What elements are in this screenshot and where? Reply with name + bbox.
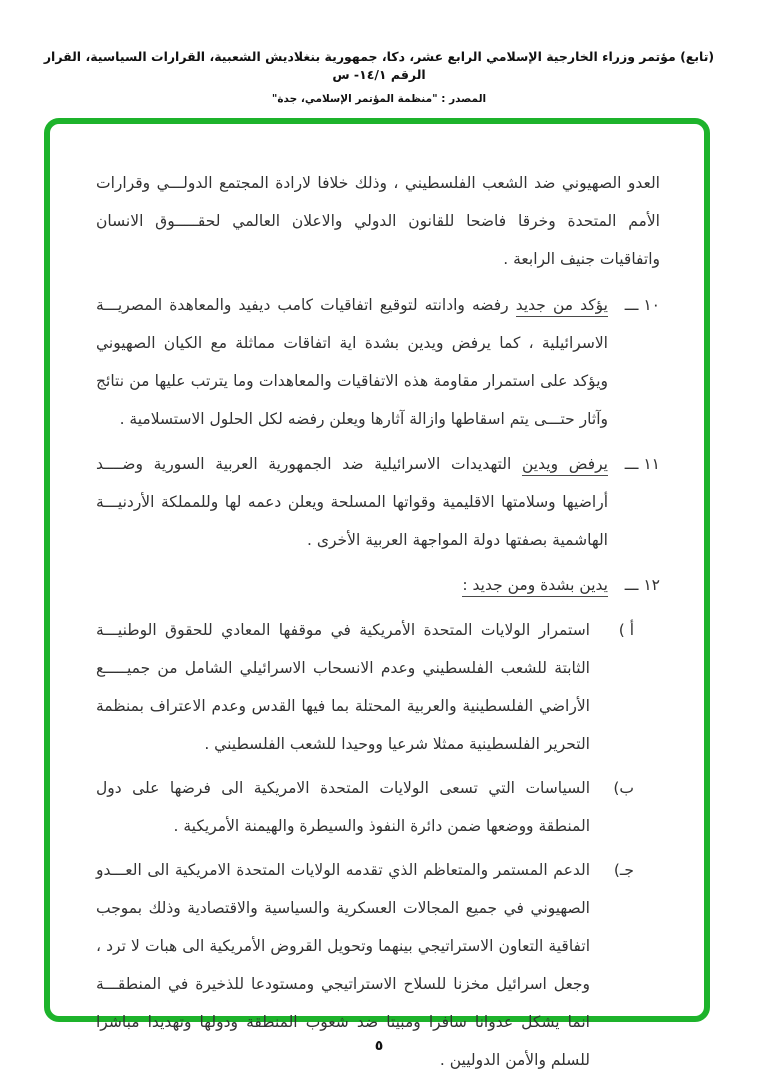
item-text xyxy=(96,286,608,438)
subitem-marker: ب) xyxy=(613,779,634,797)
subitem-list xyxy=(96,611,634,1078)
green-frame xyxy=(44,118,710,1069)
item-text xyxy=(96,445,608,559)
item-lead-underlined: يرفض ويدين xyxy=(522,455,608,476)
document-body xyxy=(50,124,704,1069)
item-text xyxy=(96,566,608,604)
resolution-item-12 xyxy=(96,566,660,604)
item-number: ١٠ ـــ xyxy=(624,296,660,314)
item-body-text: رفضه وادانته لتوقيع اتفاقيات كامب ديفيد والمعاهدة المصريـــة الاسرائيلية ، كما يرفض ويدين بشدة اية اتفاقات مماثلة مع الكيان الصهيوني ويؤكد على استمرار مقاومة هذه الاتفاقيات والمعاهدات وما يترتب عليها من نتائج وآثار حتـــى يتم اسقاطها وازالة آثارها ويعلن رفضه لكل الحلول الاستسلامية . xyxy=(96,296,608,428)
resolution-item-11 xyxy=(96,445,660,559)
item-body-text: التهديدات الاسرائيلية ضد الجمهورية العربية السورية وضــــد أراضيها وسلامتها الاقليمية وقواتها المسلحة ويعلن دعمه لها وللمملكة الأردنيـــة الهاشمية بصفتها دولة المواجهة العربية الأخرى . xyxy=(96,455,608,549)
item-lead-underlined: يدين بشدة ومن جديد : xyxy=(462,576,608,597)
header-title: (تابع) مؤتمر وزراء الخارجية الإسلامي الرابع عشر، دكا، جمهورية بنغلاديش الشعبية، القرارات السياسية، القرار الرقم ١٤/١- س xyxy=(43,49,715,82)
document-header xyxy=(0,48,758,105)
item-number: ١١ ـــ xyxy=(624,455,660,473)
subitem-text: استمرار الولايات المتحدة الأمريكية في موقفها المعادي للحقوق الوطنيـــة الثابتة للشعب الفلسطيني وعدم الانسحاب الاسرائيلي الشامل من جميـــــع الأراضي الفلسطينية والعربية المحتلة بما فيها القدس وعدم الاعتراف بمنظمة التحرير الفلسطينية ممثلا شرعيا ووحيدا للشعب الفلسطيني . xyxy=(96,621,590,753)
subitem-b xyxy=(96,769,634,845)
item-lead-underlined: يؤكد من جديد xyxy=(516,296,608,317)
header-source: المصدر : "منظمة المؤتمر الإسلامي، جدة" xyxy=(271,93,487,105)
item-number: ١٢ ـــ xyxy=(624,576,660,594)
subitem-marker: أ ) xyxy=(618,621,634,639)
page-number: ٥ xyxy=(374,1038,384,1054)
subitem-a xyxy=(96,611,634,763)
intro-paragraph: العدو الصهيوني ضد الشعب الفلسطيني ، وذلك خلافا لارادة المجتمع الدولـــي وقرارات الأمم المتحدة وخرقا فاضحا للقانون الدولي والاعلان العالمي لحقـــــوق الانسان واتفاقيات جنيف الرابعة . xyxy=(96,174,660,268)
subitem-text: السياسات التي تسعى الولايات المتحدة الامريكية الى فرضها على دول المنطقة ووضعها ضمن دائرة النفوذ والسيطرة والهيمنة الأمريكية . xyxy=(96,779,590,835)
subitem-text: الدعم المستمر والمتعاظم الذي تقدمه الولايات المتحدة الامريكية الى العـــدو الصهيوني في جميع المجالات العسكرية والسياسية والاقتصادية وذلك بموجب اتفاقية التعاون الاستراتيجي بينهما وتحويل القروض الأمريكية الى هبات لا ترد ، وجعل اسرائيل مخزنا للسلاح الاستراتيجي ومستودعا للذخيرة في المنطقـــة انما يشكل عدوانا سافرا ومبيتا ضد شعوب المنطقة ودولها وتهديدا مباشرا للسلم والأمن الدوليين . xyxy=(96,861,590,1069)
subitem-marker: جـ) xyxy=(613,861,634,879)
resolution-item-10 xyxy=(96,286,660,438)
